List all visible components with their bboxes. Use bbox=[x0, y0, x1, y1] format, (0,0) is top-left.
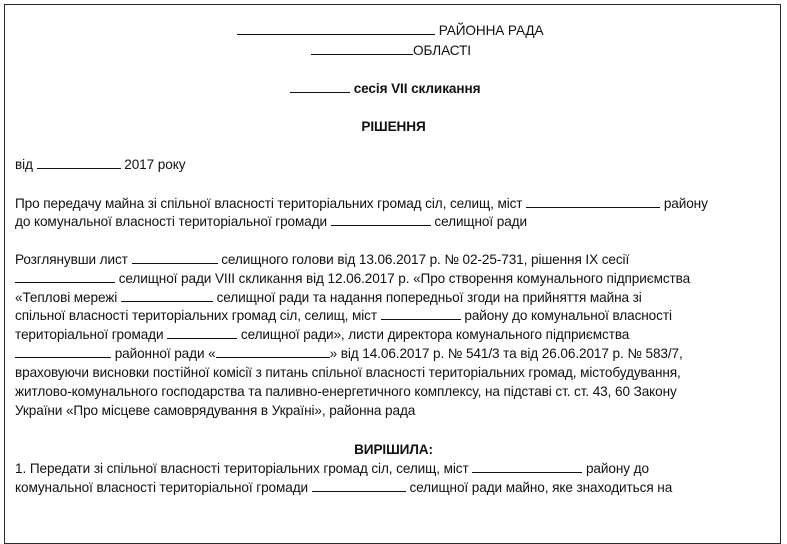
session-label: сесія VII скликання bbox=[353, 81, 481, 96]
council-line bbox=[237, 23, 543, 39]
blank-city bbox=[526, 196, 660, 208]
date-prefix: від bbox=[15, 157, 33, 172]
blank-community bbox=[312, 480, 406, 492]
preamble-text: спільної власності територіальних громад сіл, селищ, міст bbox=[15, 308, 378, 323]
decision-heading: ВИРІШИЛА: bbox=[354, 442, 433, 457]
blank-date bbox=[37, 157, 121, 169]
blank-community bbox=[331, 214, 431, 226]
blank-field bbox=[15, 271, 115, 283]
blank-enterprise-name bbox=[216, 346, 330, 358]
preamble-text: селищної ради», листи директора комунального підприємства bbox=[240, 327, 630, 342]
preamble-line-3 bbox=[15, 290, 642, 306]
subject-line-1 bbox=[15, 196, 708, 212]
blank-field bbox=[381, 308, 461, 320]
blank-field bbox=[167, 327, 237, 339]
preamble-text: » від 14.06.2017 р. № 541/3 та від 26.06.2017 р. № 583/7, bbox=[329, 346, 683, 361]
council-label: РАЙОННА РАДА bbox=[438, 23, 544, 38]
blank-district bbox=[237, 23, 435, 35]
blank-city bbox=[472, 461, 582, 473]
subject-text: Про передачу майна зі спільної власності територіальних громад сіл, селищ, міст bbox=[15, 196, 523, 211]
blank-session bbox=[290, 81, 350, 93]
subject-text: району bbox=[663, 196, 708, 211]
preamble-text: Розглянувши лист bbox=[15, 252, 128, 267]
date-year: 2017 року bbox=[124, 157, 186, 172]
subject-text: селищної ради bbox=[434, 214, 527, 229]
preamble-line-4 bbox=[15, 308, 672, 324]
preamble-line-7: враховуючи висновки постійної комісії з питань спільної власності територіальних громад, містобудування, bbox=[15, 365, 681, 380]
subject-line-2 bbox=[15, 214, 527, 230]
blank-field bbox=[15, 346, 111, 358]
preamble-line-6 bbox=[15, 346, 683, 362]
preamble-line-1 bbox=[15, 252, 629, 268]
preamble-text: районної ради « bbox=[114, 346, 216, 361]
preamble-text: селищної ради та надання попередньої згоди на прийняття майна зі bbox=[216, 290, 642, 305]
decision-text: 1. Передати зі спільної власності територіальних громад сіл, селищ, міст bbox=[15, 461, 469, 476]
preamble-text: «Теплові мережі bbox=[15, 290, 118, 305]
preamble-text: селищного голови від 13.06.2017 р. № 02-25-731, рішення IX сесії bbox=[221, 252, 630, 267]
preamble-text: району до комунальної власності bbox=[464, 308, 672, 323]
document-title: РІШЕННЯ bbox=[361, 119, 426, 134]
subject-text: до комунальної власності територіальної громади bbox=[15, 214, 328, 229]
preamble-line-8: житлово-комунального господарства та паливно-енергетичного комплексу, на підставі ст. ст. 43, 60 Закону bbox=[15, 384, 677, 399]
decision-text: селищної ради майно, яке знаходиться на bbox=[409, 480, 673, 495]
decision-text: району до bbox=[585, 461, 649, 476]
preamble-line-2 bbox=[15, 271, 690, 287]
date-line bbox=[15, 157, 185, 173]
decision-text: комунальної власності територіальної громади bbox=[15, 480, 309, 495]
session-line bbox=[290, 81, 480, 97]
blank-field bbox=[121, 290, 213, 302]
preamble-text: територіальної громади bbox=[15, 327, 164, 342]
preamble-text: селищної ради VIII скликання від 12.06.2017 р. «Про створення комунального підприємства bbox=[118, 271, 691, 286]
decision-line-2 bbox=[15, 480, 672, 496]
region-label: ОБЛАСТІ bbox=[413, 43, 471, 58]
blank-field bbox=[132, 252, 218, 264]
preamble-line-9: України «Про місцеве самоврядування в Україні», районна рада bbox=[15, 403, 416, 418]
preamble-line-5 bbox=[15, 327, 629, 343]
blank-region bbox=[311, 43, 413, 55]
region-line bbox=[311, 43, 471, 59]
decision-line-1 bbox=[15, 461, 649, 477]
